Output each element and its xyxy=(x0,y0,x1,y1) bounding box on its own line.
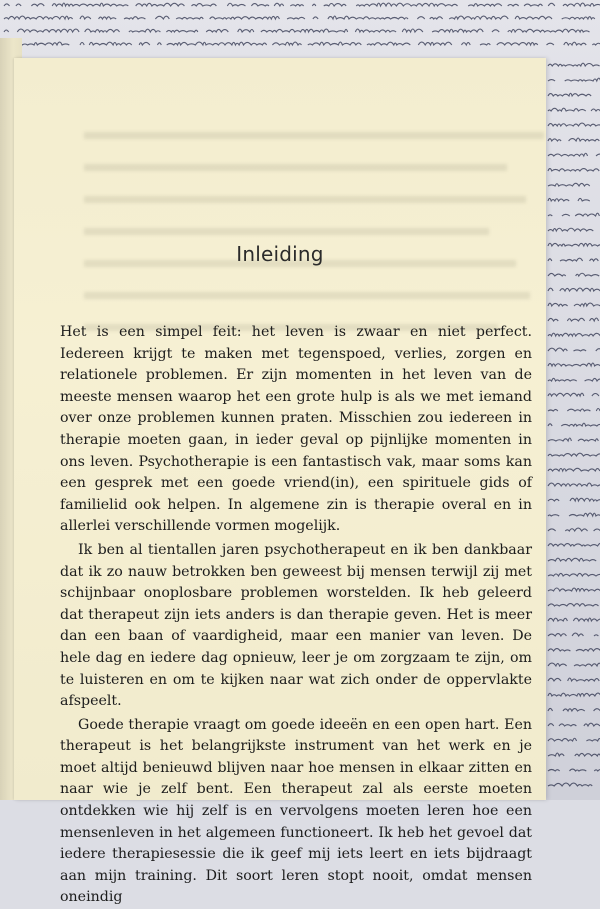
handwriting-stroke xyxy=(548,738,600,741)
handwriting-stroke xyxy=(548,123,600,126)
chapter-title: Inleiding xyxy=(236,242,324,266)
handwriting-stroke xyxy=(548,708,600,711)
handwriting-stroke xyxy=(548,498,600,501)
handwriting-stroke xyxy=(548,153,600,156)
handwriting-stroke xyxy=(548,783,600,786)
handwriting-stroke xyxy=(548,753,600,756)
handwriting-stroke xyxy=(548,288,600,291)
handwriting-stroke xyxy=(548,228,599,231)
handwriting-stroke xyxy=(548,363,600,366)
handwriting-stroke xyxy=(548,558,600,561)
handwriting-stroke xyxy=(548,543,600,546)
handwriting-stroke xyxy=(548,604,599,606)
book-page xyxy=(14,58,546,906)
paragraph-3: Goede therapie vraagt om goede ideeën en een open hart. Een therapeut is het belangrijkste instrument van het werk en je moet altijd benieuwd blijven naar hoe mensen in elkaar zitten en naar wie je zelf bent. Een therapeut zal als eerste moeten ontdekken wie hij zelf is en vervolgens moeten leren hoe een mensenleven in het algemeen functioneert. Ik heb het gevoel dat iedere therapiesessie die ik geef mij iets leert en iets bijdraagt aan mijn training. Dit soort leren stopt nooit, omdat mensen oneindig xyxy=(60,716,532,906)
handwriting-stroke xyxy=(548,573,600,576)
handwriting-stroke xyxy=(548,273,599,276)
handwriting-stroke xyxy=(548,528,600,531)
handwriting-stroke xyxy=(548,303,600,306)
handwriting-stroke xyxy=(548,633,598,636)
reverse-side-show-through xyxy=(84,120,544,350)
handwriting-stroke xyxy=(4,42,600,45)
handwriting-stroke xyxy=(548,693,600,696)
handwriting-stroke xyxy=(548,138,599,141)
handwriting-stroke xyxy=(548,183,600,186)
handwriting-stroke xyxy=(548,378,600,381)
handwriting-stroke xyxy=(548,108,600,111)
handwriting-stroke xyxy=(548,93,599,96)
handwriting-stroke xyxy=(548,318,598,321)
handwriting-stroke xyxy=(548,649,600,651)
handwriting-stroke xyxy=(548,423,600,426)
handwriting-stroke xyxy=(4,3,600,6)
handwriting-stroke xyxy=(548,243,600,246)
handwriting-stroke xyxy=(548,618,600,621)
handwriting-stroke xyxy=(548,513,600,516)
paragraph-1: Het is een simpel feit: het leven is zwaar en niet perfect. Iedereen krijgt te maken met tegenspoed, verlies, zorgen en relationele problemen. Er zijn momenten in het leven van de meeste mensen waarop het een grote hulp is als we met iemand over onze problemen kunnen praten. Misschien zou iedereen in therapie moeten gaan, in ieder geval op pijnlijke momenten in ons leven. Psychotherapie is een fantastisch vak, maar soms kan een gesprek met een goede vriend(in), een spirituele gids of familielid ook helpen. In algemene zin is therapie overal en in allerlei verschillende vormen mogelijk. xyxy=(60,324,532,535)
handwriting-stroke xyxy=(4,29,598,32)
handwriting-stroke xyxy=(548,63,600,66)
handwriting-stroke xyxy=(548,393,599,396)
handwriting-stroke xyxy=(548,333,600,336)
handwriting-stroke xyxy=(4,16,600,19)
handwriting-stroke xyxy=(548,258,598,261)
handwriting-stroke xyxy=(548,409,600,412)
handwriting-stroke xyxy=(548,169,600,171)
handwriting-stroke xyxy=(548,769,600,771)
handwriting-stroke xyxy=(548,588,600,591)
handwriting-stroke xyxy=(548,663,600,666)
handwriting-stroke xyxy=(548,438,598,441)
handwriting-stroke xyxy=(548,198,599,201)
handwriting-stroke xyxy=(548,723,600,726)
handwriting-stroke xyxy=(548,213,599,216)
paragraph-2: Ik ben al tientallen jaren psychotherapeut en ik ben dankbaar dat ik zo nauw betrokken ben geweest bij mensen terwijl zij met schijnbaar onoplosbare problemen worstelden. Ik heb geleerd dat therapeut zijn iets anders is dan therapie geven. Het is meer dan een baan of vaardigheid, maar een manier van leven. De hele dag en iedere dag opnieuw, leer je om zorgzaam te zijn, om te luisteren en om te kijken naar wat zich onder de oppervlakte afspeelt. xyxy=(60,541,532,710)
handwriting-stroke xyxy=(548,483,600,486)
handwriting-stroke xyxy=(548,78,600,81)
handwriting-stroke xyxy=(548,678,599,681)
body-text xyxy=(60,322,532,909)
handwriting-stroke xyxy=(548,453,600,456)
handwriting-stroke xyxy=(548,468,600,471)
handwriting-stroke xyxy=(548,348,600,351)
